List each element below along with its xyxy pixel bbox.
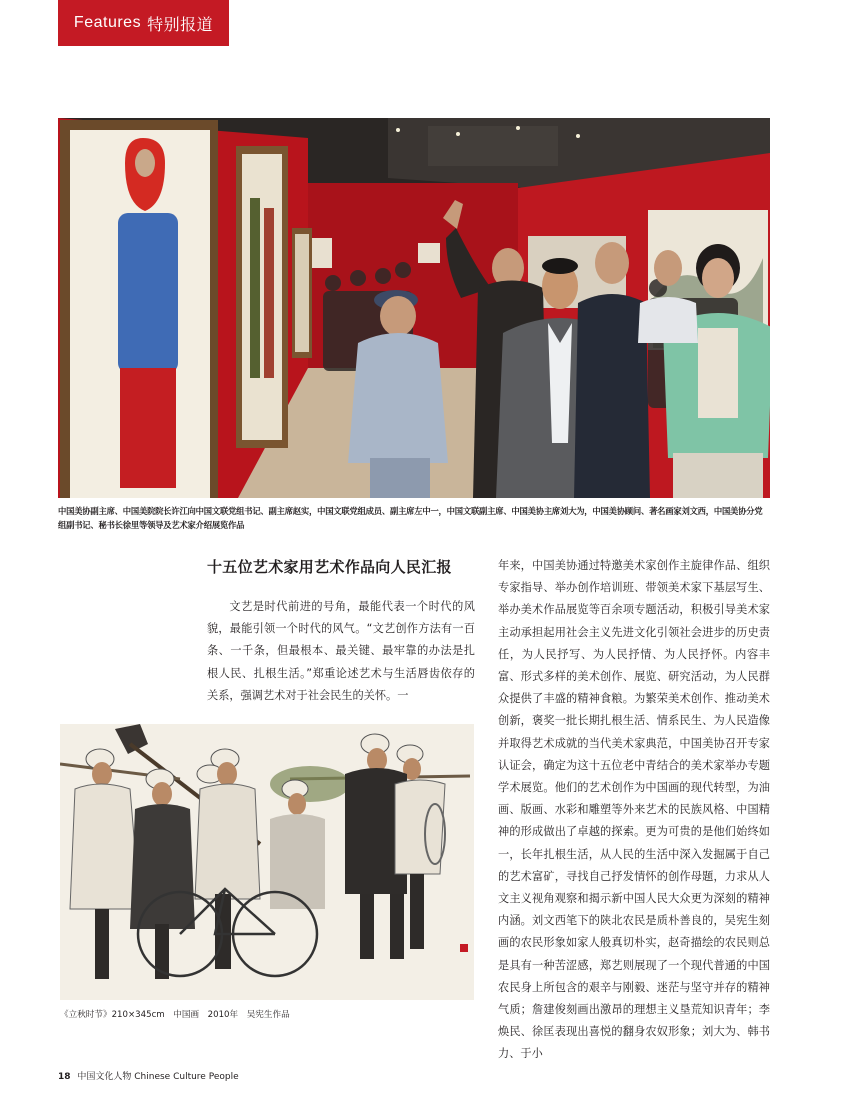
section-label-en: Features — [73, 14, 142, 31]
article-title: 十五位艺术家用艺术作品向人民汇报 — [207, 558, 452, 576]
photo-caption: 中国美协副主席、中国美院院长许江向中国文联党组书记、副主席赵实，中国文联党组成员、副主席左中一，中国文联副主席、中国美协主席刘大为，中国美协顾问、著名画家刘文西，中国美协分党组副书记、秘书长徐里等领导及艺术家介绍展览作品 — [58, 506, 763, 530]
section-tab — [58, 0, 229, 46]
article-body-left: 文艺是时代前进的号角，最能代表一个时代的风貌，最能引领一个时代的风气。“文艺创作方法有一百条、一千条，但最根本、最关键、最牢靠的办法是扎根人民、扎根生活。”郑重论述艺术与生活唇齿依存的关系，强调艺术对于社会民生的关怀。一 — [207, 600, 475, 702]
painting-image — [60, 724, 474, 1000]
exhibition-photo-illustration — [58, 118, 770, 498]
section-label-cn: 特别报道 — [147, 14, 214, 34]
article-left-column — [207, 556, 475, 707]
article-body-right: 年来，中国美协通过特邀美术家创作主旋律作品、组织专家指导、举办创作培训班、带领美术家下基层写生、举办美术作品展览等百余项专题活动，积极引导美术家主动承担起用社会主义先进文化引领社会进步的历史责任，为人民抒写、为人民抒情、为人民抒怀。内容丰富、形式多样的美术创作、展览、研究活动，为人民群众提供了丰盛的精神食粮。为繁荣美术创作、推动美术创新，褒奖一批长期扎根生活、情系民生、为人民造像并取得艺术成就的当代美术家典范，中国美协召开专家认证会，确定为这十五位老中青结合的美术家举办专题学术展览。他们的艺术创作为中国画的现代转型，为油画、版画、水彩和雕塑等外来艺术的民族风格、中国精神的形成做出了卓越的探索。更为可贵的是他们始终如一，长年扎根生活，从人民的生活中深入发掘属于自己的艺术富矿，寻找自己抒发情怀的创作母题，力求从人文主义视角观察和揭示新中国人民大众更为深刻的精神内涵。刘文西笔下的陕北农民是质朴善良的，吴宪生刻画的农民形象如家人般真切朴实，赵奇描绘的农民则总是具有一种苦涩感，郑艺则展现了一个现代普通的中国农民身上所包含的艰辛与刚毅、迷茫与坚守并存的精神气质；詹建俊刻画出激昂的理想主义垦荒知识青年；李焕民、徐匡表现出喜悦的翻身农奴形象；刘大为、韩书力、于小 — [498, 559, 770, 1061]
page-footer — [58, 1069, 239, 1082]
page-number: 18 — [58, 1072, 71, 1082]
magazine-name: 中国文化人物 Chinese Culture People — [77, 1072, 239, 1082]
exhibition-photo — [58, 118, 770, 498]
article-right-column — [498, 555, 770, 1066]
painting-illustration — [60, 724, 474, 1000]
painting-caption: 《立秋时节》210×345cm 中国画 2010年 吴宪生作品 — [60, 1010, 290, 1020]
